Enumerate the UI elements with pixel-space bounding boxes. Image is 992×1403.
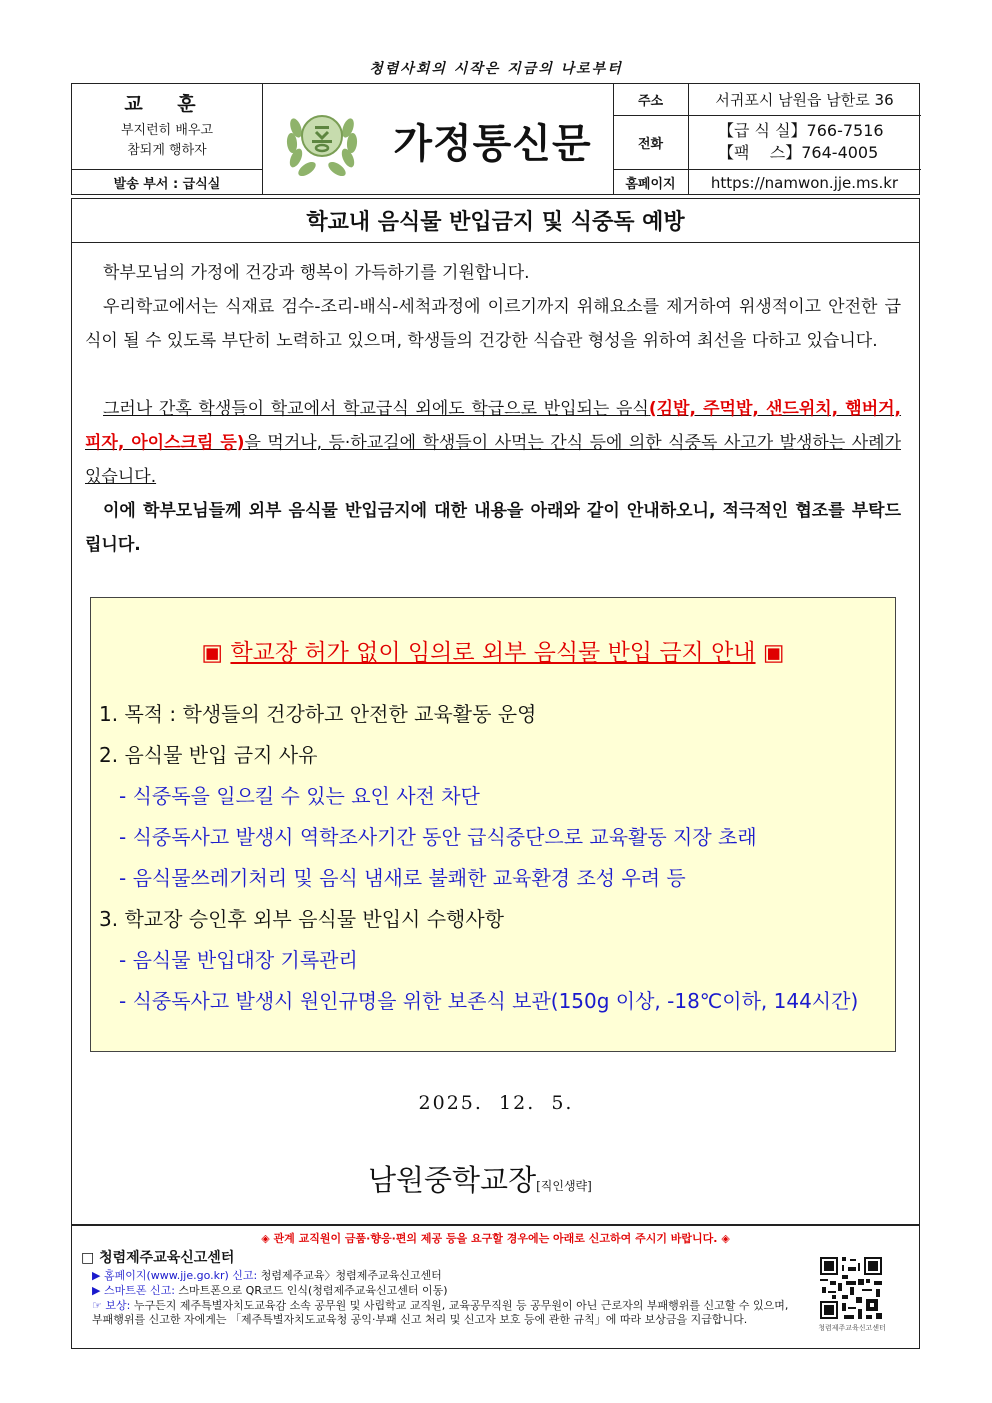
motto-line-1: 부지런히 배우고 bbox=[120, 123, 214, 138]
reward-text: 누구든지 제주특별자치도교육감 소속 공무원 및 사립학교 교직원, 교육공무직원 등 공무원이 아닌 근로자의 부패행위를 신고할 수 있으며, 부패행위를 신고한 자에게는 「제주특별자치도교육청 공익·부패 신고 처리 및 신고자 보호 등에 관한 규칙」에 따라 보상금을 지급합니다. bbox=[92, 1299, 789, 1326]
request-paragraph: 이에 학부모님들께 외부 음식물 반입금지에 대한 내용을 아래와 같이 안내하오니, 적극적인 협조를 부탁드립니다. bbox=[85, 501, 901, 555]
notice-title bbox=[91, 634, 895, 667]
school-emblem-icon bbox=[282, 98, 362, 178]
school-motto bbox=[72, 116, 262, 166]
cafeteria-phone: 【급 식 실】766-7516 bbox=[718, 121, 884, 140]
reason-3: - 음식물쓰레기처리 및 음식 냄새로 불쾌한 교육환경 조성 우려 등 bbox=[119, 866, 686, 890]
homepage-url[interactable]: https://namwon.jje.ms.kr bbox=[710, 173, 899, 192]
report-notice: ◈ 관계 교직원이 금품·향응·편의 제공 등을 요구할 경우에는 아래로 신고하여 주시기 바랍니다. ◈ bbox=[261, 1232, 730, 1245]
seal-note: [직인생략] bbox=[536, 1179, 592, 1193]
reward-label: ☞ 보상: bbox=[92, 1299, 131, 1312]
incident-paragraph bbox=[85, 392, 901, 494]
report-homepage-label[interactable]: ▶ 홈페이지(www.jje.go.kr) 신고: bbox=[92, 1269, 258, 1282]
reason-1: - 식중독을 일으킬 수 있는 요인 사전 차단 bbox=[119, 784, 480, 808]
principal-name: 남원중학교장 bbox=[368, 1163, 537, 1197]
reason-heading: 2. 음식물 반입 금지 사유 bbox=[99, 743, 318, 767]
procedure-1: - 음식물 반입대장 기록관리 bbox=[119, 948, 358, 972]
sending-department: 발송 부서 : 급식실 bbox=[113, 177, 221, 192]
notice-mark-right-icon: ▣ bbox=[762, 640, 785, 666]
report-smartphone bbox=[92, 1284, 792, 1298]
purpose-item: 1. 목적 : 학생들의 건강하고 안전한 교육활동 운영 bbox=[99, 702, 537, 726]
qr-caption: 청렴제주교육신고센터 bbox=[818, 1324, 886, 1332]
report-homepage bbox=[92, 1269, 792, 1283]
principal-signature bbox=[368, 1158, 592, 1199]
greeting-paragraph: 학부모님의 가정에 건강과 행복이 가득하기를 기원합니다. bbox=[103, 263, 530, 283]
issue-date: 2025. 12. 5. bbox=[418, 1092, 574, 1114]
qr-code-icon[interactable] bbox=[818, 1255, 884, 1321]
report-reward bbox=[92, 1299, 792, 1327]
report-center-footer bbox=[71, 1225, 920, 1349]
address-value: 서귀포시 남원읍 남한로 36 bbox=[715, 91, 894, 109]
report-homepage-path: 청렴제주교육〉청렴제주교육신고센터 bbox=[260, 1269, 442, 1282]
notice-mark-left-icon: ▣ bbox=[201, 640, 224, 666]
phone-label: 전화 bbox=[637, 136, 664, 152]
notice-box bbox=[90, 597, 896, 1052]
report-center-title: □ 청렴제주교육신고센터 bbox=[81, 1250, 235, 1266]
newsletter-title: 가정통신문 bbox=[393, 120, 592, 167]
fax-number: 【팩 스】764-4005 bbox=[718, 143, 879, 162]
motto-heading: 교 훈 bbox=[124, 92, 210, 115]
incident-text-b: 을 먹거나, 등·하교길에 학생들이 사먹는 간식 등에 의한 식중독 사고가 발생하는 사례가 있습니다. bbox=[85, 433, 901, 487]
notice-title-text: 학교장 허가 없이 임의로 외부 음식물 반입 금지 안내 bbox=[230, 640, 756, 666]
motto: 청렴사회의 시작은 지금의 나로부터 bbox=[369, 61, 623, 77]
reason-2: - 식중독사고 발생시 역학조사기간 동안 급식중단으로 교육활동 지장 초래 bbox=[119, 825, 757, 849]
procedure-heading: 3. 학교장 승인후 외부 음식물 반입시 수행사항 bbox=[99, 907, 504, 931]
header-table bbox=[71, 83, 920, 195]
report-smartphone-text: 스마트폰으로 QR코드 인식(청렴제주교육신고센터 이동) bbox=[178, 1284, 448, 1297]
report-smartphone-label: ▶ 스마트폰 신고: bbox=[92, 1284, 175, 1297]
food-examples: (김밥, 주먹밥, 샌드위치, 햄버거, 피자, 아이스크림 등) bbox=[85, 399, 902, 453]
incident-text-a: 그러나 간혹 학생들이 학교에서 학교급식 외에도 학급으로 반입되는 음식 bbox=[103, 399, 649, 419]
phone-values bbox=[688, 115, 921, 169]
intro-paragraph: 우리학교에서는 식재료 검수-조리-배식-세척과정에 이르기까지 위해요소를 제거하여 위생적이고 안전한 급식이 될 수 있도록 부단히 노력하고 있으며, 학생들의 건강한 식습관 형성을 위하여 최선을 다하고 있습니다. bbox=[85, 297, 901, 351]
procedure-2: - 식중독사고 발생시 원인규명을 위한 보존식 보관(150g 이상, -18℃이하, 144시간) bbox=[119, 989, 859, 1013]
address-label: 주소 bbox=[637, 94, 664, 109]
motto-line-2: 참되게 행하자 bbox=[127, 143, 207, 158]
document-title: 학교내 음식물 반입금지 및 식중독 예방 bbox=[71, 198, 920, 242]
homepage-label: 홈페이지 bbox=[625, 177, 676, 192]
